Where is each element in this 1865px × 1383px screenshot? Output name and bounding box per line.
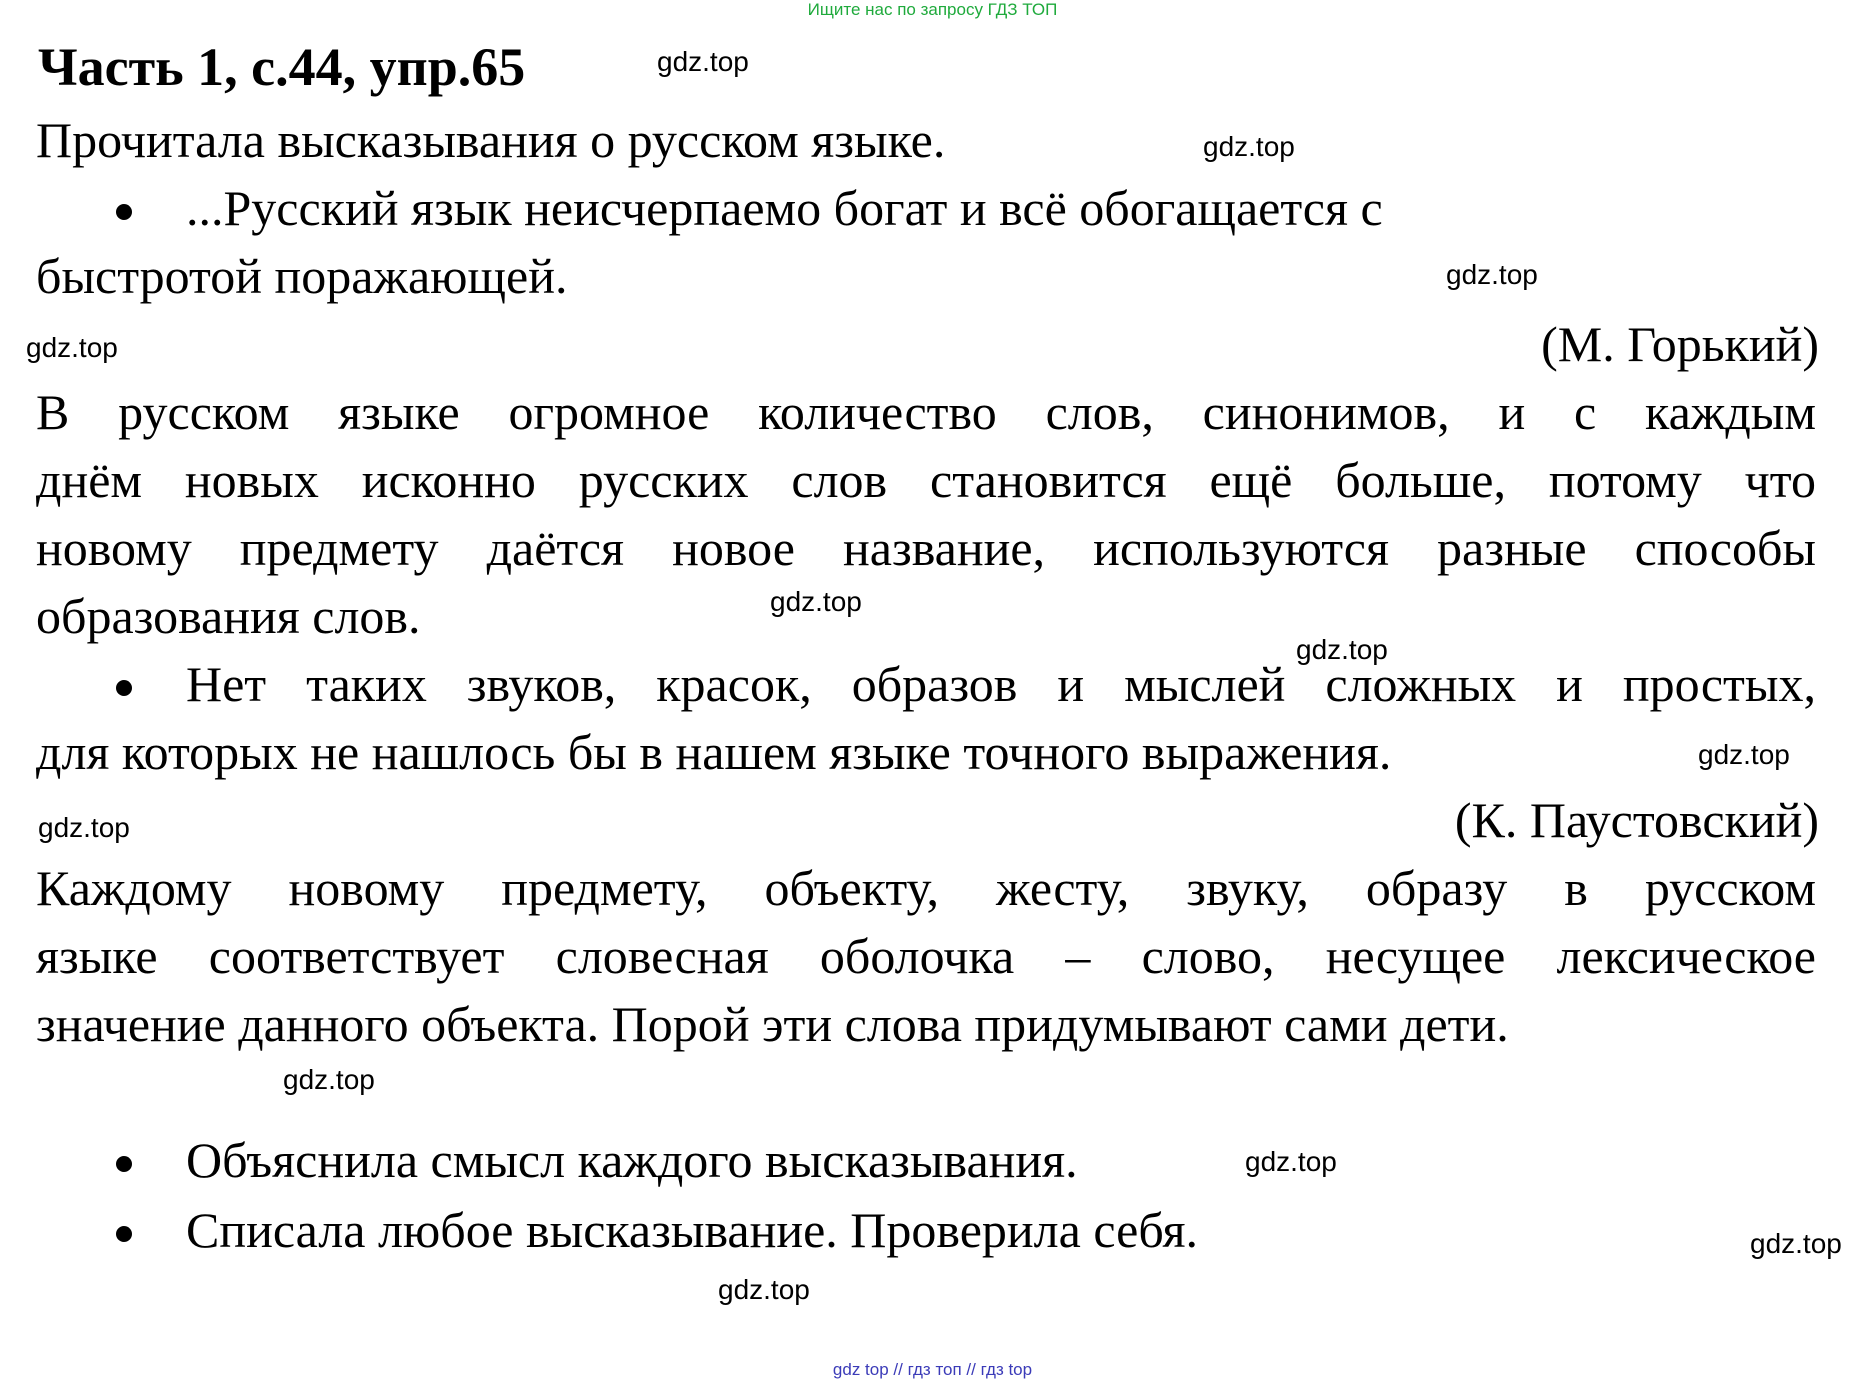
watermark: gdz.top bbox=[26, 332, 118, 363]
footer-links[interactable]: gdz top // гдз топ // гдз top bbox=[832, 1360, 1033, 1379]
watermark: gdz.top bbox=[38, 812, 130, 843]
watermark: gdz.top bbox=[1203, 131, 1295, 162]
intro-line: Прочитала высказывания о русском языке. bbox=[36, 112, 946, 168]
paragraph-2-line-1: Каждому новому предмету, объекту, жесту, звуку, образу в русском bbox=[36, 860, 1816, 916]
bullet-icon bbox=[116, 1156, 132, 1172]
paragraph-1-line-4: образования слов. bbox=[36, 588, 421, 644]
top-search-link[interactable]: Ищите нас по запросу ГДЗ ТОП bbox=[807, 0, 1058, 19]
watermark: gdz.top bbox=[1446, 259, 1538, 290]
watermark: gdz.top bbox=[283, 1064, 375, 1095]
task-2: Списала любое высказывание. Проверила себя. bbox=[186, 1202, 1199, 1258]
page-title: Часть 1, с.44, упр.65 bbox=[38, 37, 526, 97]
watermark: gdz.top bbox=[770, 586, 862, 617]
watermark: gdz.top bbox=[1698, 739, 1790, 770]
quote-2-author: (К. Паустовский) bbox=[1454, 792, 1819, 848]
bullet-icon bbox=[116, 680, 132, 696]
paragraph-1-line-1: В русском языке огромное количество слов, синонимов, и с каждым bbox=[36, 384, 1816, 440]
quote-2-line-2: для которых не нашлось бы в нашем языке точного выражения. bbox=[36, 724, 1392, 780]
paragraph-1-line-3: новому предмету даётся новое название, используются разные способы bbox=[36, 520, 1816, 576]
bullet-icon bbox=[116, 1226, 132, 1242]
task-1: Объяснила смысл каждого высказывания. bbox=[186, 1132, 1078, 1188]
bullet-icon bbox=[116, 204, 132, 220]
watermark: gdz.top bbox=[657, 46, 749, 77]
paragraph-2-line-2: языке соответствует словесная оболочка – слово, несущее лексическое bbox=[36, 928, 1816, 984]
quote-2-line-1: Нет таких звуков, красок, образов и мыслей сложных и простых, bbox=[186, 656, 1816, 712]
quote-1-author: (М. Горький) bbox=[1541, 316, 1819, 372]
watermark: gdz.top bbox=[718, 1274, 810, 1305]
watermark: gdz.top bbox=[1750, 1228, 1842, 1259]
quote-1-line-1: ...Русский язык неисчерпаемо богат и всё обогащается с bbox=[186, 180, 1383, 236]
watermark: gdz.top bbox=[1245, 1146, 1337, 1177]
watermark: gdz.top bbox=[1296, 634, 1388, 665]
paragraph-1-line-2: днём новых исконно русских слов становится ещё больше, потому что bbox=[36, 452, 1816, 508]
quote-1-line-2: быстротой поражающей. bbox=[36, 248, 568, 304]
paragraph-2-line-3: значение данного объекта. Порой эти слова придумывают сами дети. bbox=[36, 996, 1509, 1052]
